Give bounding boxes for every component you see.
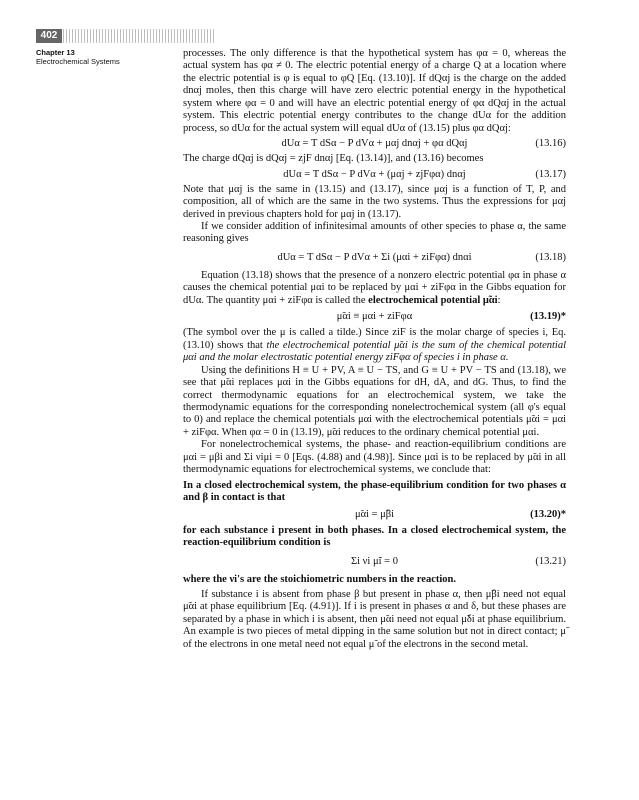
paragraph: Note that μαj is the same in (13.15) and (13.17), since μαj is a function of T, P, and composition, all of which are the same in the two systems. Thus the expressions for μαj derived in previous chapters hold for μαj in (13.17). xyxy=(183,183,566,220)
equation-number: (13.21) xyxy=(535,555,566,567)
equation-text: Σi νi μ̃i = 0 xyxy=(351,555,398,567)
text: : xyxy=(497,294,501,306)
equation-13-21 xyxy=(183,550,566,574)
text: Equation (13.18) shows that the presence of a nonzero electric potential φα in phase α causes the chemical potential μαi to be replaced by μαi + ziFφα in the Gibbs equation for dUα. The quantity μαi + ziFφα is called the xyxy=(183,269,566,306)
equation-13-18 xyxy=(183,246,566,270)
bold-statement: In a closed electrochemical system, the phase-equilibrium condition for two phases α and β in contact is that xyxy=(183,479,566,504)
equation-number: (13.16) xyxy=(535,138,566,150)
term-electrochemical-potential: electrochemical potential μ̃αi xyxy=(368,294,498,306)
equation-13-20 xyxy=(183,505,566,525)
emphasis-text: the electrochemical potential μ̃αi is the sum of the chemical potential μαi and the molar electrostatic potential energy ziFφα of species i in phase α. xyxy=(183,339,567,364)
body-text xyxy=(183,48,566,651)
chapter-title: Electrochemical Systems xyxy=(36,57,120,66)
equation-text: μ̃αi = μ̃βi xyxy=(354,508,395,520)
paragraph xyxy=(183,270,566,307)
bold-statement: where the νi's are the stoichiometric numbers in the reaction. xyxy=(183,573,456,585)
equation-13-17 xyxy=(183,166,566,184)
equation-13-19 xyxy=(183,307,566,327)
equation-text: dUα = T dSα − P dVα + (μαj + zjFφα) dnαj xyxy=(283,168,466,180)
paragraph: The charge dQαj is dQαj = zjF dnαj [Eq. (13.14)], and (13.16) becomes xyxy=(183,153,484,165)
chapter-label: Chapter 13 xyxy=(36,48,75,57)
bold-statement: for each substance i present in both phases. In a closed electrochemical system, the reaction-equilibrium condition is xyxy=(183,524,566,549)
paragraph: Using the definitions H ≡ U + PV, A ≡ U − TS, and G ≡ U + PV − TS and (13.18), we see that μ̃αi replaces μαi in the Gibbs equations for dH, dA, and dG. Thus, to find the correct thermodynamic equations for an electrochemical system, we take the thermodynamic equations for the corresponding nonelectrochemical system (all φ's equal to 0) and replace the chemical potentials μαi with the electrochemical potentials μ̃αi = μαi + ziFφα. When φα = 0 in (13.19), μ̃αi reduces to the ordinary chemical potential μαi. xyxy=(183,364,566,438)
equation-number: (13.19)* xyxy=(530,311,566,323)
equation-text: μ̃αi ≡ μαi + ziFφα xyxy=(336,311,413,323)
equation-text: dUα = T dSα − P dVα + μαj dnαj + φα dQαj xyxy=(281,138,468,150)
equation-text: dUα = T dSα − P dVα + Σi (μαi + ziFφα) dnαi xyxy=(277,251,472,263)
page-number: 402 xyxy=(36,29,62,43)
paragraph: If we consider addition of infinitesimal amounts of other species to phase α, the same reasoning gives xyxy=(183,220,566,245)
paragraph: For nonelectrochemical systems, the phase- and reaction-equilibrium conditions are μαi = μβi and Σi νiμi = 0 [Eqs. (4.88) and (4.98)]. Since μαi is to be replaced by μ̃αi in all thermodynamic equations for electrochemical systems, we conclude that: xyxy=(183,439,566,476)
equation-number: (13.18) xyxy=(535,251,566,263)
text: (The symbol over the μ is called a tilde.) Since ziF is the molar charge of species i, Eq. (13.10) shows that xyxy=(183,327,566,351)
paragraph xyxy=(183,327,566,364)
equation-13-16 xyxy=(183,135,566,153)
paragraph: If substance i is absent from phase β but present in phase α, then μ̃βi need not equal μ̃αi at phase equilibrium [Eq. (4.91)]. If i is present in phases α and δ, but these phases are separated by a phase in which i is absent, then μ̃αi need not equal μ̃δi at phase equilibrium. An example is two pieces of metal dipping in the same solution but not in direct contact; μ̃ of the electrons in one metal need not equal μ̃ of the electrons in the second metal. xyxy=(183,588,566,650)
running-head xyxy=(36,48,120,66)
equation-number: (13.20)* xyxy=(530,508,566,520)
equation-number: (13.17) xyxy=(535,168,566,180)
paragraph: processes. The only difference is that the hypothetical system has φα = 0, whereas the actual system has φα ≠ 0. The electric potential energy of a charge Q at a location where the electric potential is φ is equal to φQ [Eq. (13.10)]. If dQαj is the charge on the added dnαj moles, then this charge will have zero electric potential energy in the hypothetical system where φα = 0 and will have an electric potential energy of φα dQαj in the actual system. This electric potential energy contributes to the change dUα for the addition process, so dUα for the actual system will equal dUα of (13.15) plus φα dQαj: xyxy=(183,48,566,134)
page-header-bar xyxy=(36,29,216,43)
